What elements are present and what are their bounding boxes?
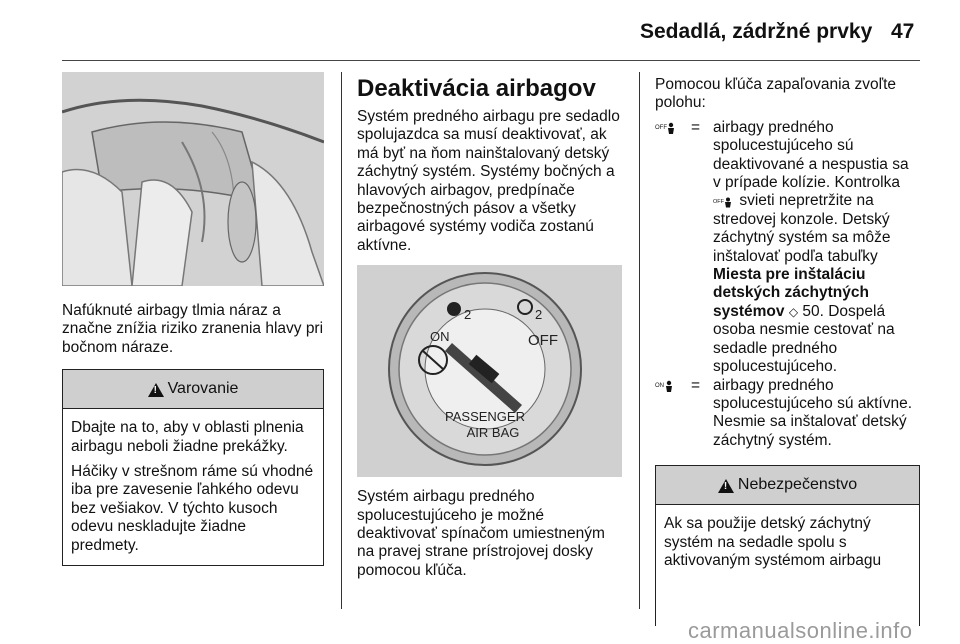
position-off-text-a: airbagy predného spolucestujúceho sú deaktivované a nespustia sa v prípade kolízie. Kontrolka — [713, 118, 909, 192]
curtain-airbag-illustration — [62, 72, 324, 286]
warning-triangle-icon — [148, 383, 164, 397]
position-on-description: airbagy predného spolucestujúceho sú aktívne. Nesmie sa inštalovať detský záchytný systém. — [713, 376, 913, 449]
danger-box — [655, 465, 920, 626]
switch-passenger-label: PASSENGER — [445, 409, 525, 425]
warning-paragraph-1: Dbajte na to, aby v oblasti plnenia airbagu neboli žiadne prekážky. — [71, 419, 304, 455]
position-list — [655, 119, 920, 450]
warning-paragraph-2: Háčiky v strešnom ráme sú vhodné iba pre zavesenie ľahkého odevu bez vešiakov. V týchto kusoch odevu neskladujte žiadne predmety. — [71, 463, 314, 554]
column-divider-right — [639, 72, 640, 609]
svg-text:ON: ON — [655, 382, 664, 389]
page-number: 47 — [891, 20, 915, 43]
position-intro: Pomocou kľúča zapaľovania zvoľte polohu: — [655, 76, 897, 112]
column-divider-left — [341, 72, 342, 609]
position-off-item — [655, 119, 920, 377]
danger-title: Nebezpečenstvo — [737, 476, 858, 494]
switch-on-label: ON — [430, 329, 450, 345]
switch-on-seat-number: 2 — [464, 307, 472, 323]
switch-off-label: OFF — [528, 332, 558, 350]
danger-paragraph-1: Ak sa použije detský záchytný systém na sedadle spolu s aktivovaným systémom airbagu — [664, 515, 882, 569]
airbag-off-indicator-icon — [713, 195, 735, 207]
section-heading: Deaktivácia airbagov — [357, 75, 596, 102]
warning-box — [62, 369, 324, 566]
position-off-reference: 50. Dospelá osoba nesmie cestovať na sedadle predného spolucestujúceho. — [713, 302, 895, 376]
switch-off-seat-number: 2 — [535, 307, 543, 323]
switch-airbag-label: AIR BAG — [466, 425, 520, 441]
svg-text:OFF: OFF — [713, 199, 724, 206]
position-off-description — [713, 119, 920, 377]
column-3 — [655, 76, 920, 626]
position-on-item — [655, 377, 920, 451]
header-rule — [62, 60, 920, 61]
airbag-switch-drawing — [357, 265, 622, 477]
watermark-text: carmanualsonline.info — [688, 618, 913, 643]
child-seat-table-link[interactable]: Miesta pre inštaláciu detských záchytných systémov — [713, 266, 869, 320]
warning-title: Varovanie — [167, 380, 239, 398]
svg-text:OFF: OFF — [655, 124, 667, 131]
position-off-equals: = — [691, 118, 701, 136]
column-1 — [62, 72, 324, 566]
airbag-off-symbol-icon — [655, 119, 691, 377]
column-2 — [357, 76, 624, 580]
page-header-title: Sedadlá, zádržné prvky — [640, 20, 873, 43]
position-off-text-b: svieti nepretržite na stredovej konzole. Detský záchytný systém sa môže inštalovať podľa tabuľky — [713, 192, 891, 265]
airbag-switch-illustration — [357, 265, 622, 477]
airbag-on-symbol-icon — [655, 377, 691, 451]
deactivation-intro: Systém predného airbagu pre sedadlo spolujazdca sa musí deaktivovať, ak má byť na ňom nainštalovaný detský záchytný systém. Systémy bočných a hlavových airbagov, predpínače bezpečnostných pásov a všetky airbagové systémy vodiča zostanú aktívne. — [357, 108, 620, 254]
switch-caption: Systém airbagu predného spolucestujúceho je možné deaktivovať spínačom umiestneným na pravej strane prístrojovej dosky pomocou kľúča. — [357, 488, 605, 579]
warning-header — [63, 370, 323, 409]
danger-triangle-icon — [718, 479, 734, 493]
danger-header — [656, 466, 919, 505]
curtain-airbag-drawing — [62, 72, 324, 286]
warning-body — [63, 409, 323, 565]
page-reference-arrow-icon: ◇ — [788, 304, 799, 319]
curtain-airbag-caption: Nafúknuté airbagy tlmia náraz a značne znížia riziko zranenia hlavy pri bočnom náraze. — [62, 302, 324, 356]
danger-body — [656, 505, 919, 580]
position-on-equals: = — [691, 376, 701, 394]
